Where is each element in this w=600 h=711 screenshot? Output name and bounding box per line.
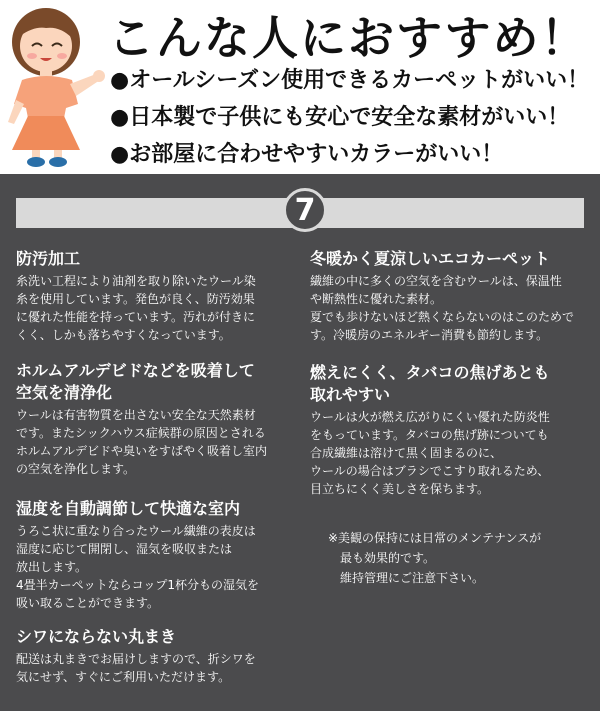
feature-title: 冬暖かく夏涼しいエコカーペット xyxy=(310,249,551,268)
recommendation-bullet: ●お部屋に合わせやすいカラーがいい！ xyxy=(110,142,504,167)
recommendation-bullet: ●オールシーズン使用できるカーペットがいい！ xyxy=(110,68,590,93)
feature-title: ホルムアルデビドなどを吸着して 空気を清浄化 xyxy=(16,361,255,402)
feature-body: うろこ状に重なり合ったウール繊維の表皮は 湿度に応じて開閉し、湿気を吸収または 放出します。 4畳半カーペットならコップ1杯分もの湿気を 吸い取ることができます。 xyxy=(16,524,260,610)
feature-body: 配送は丸まきでお届けしますので、折シワを 気にせず、すぐにご利用いただけます。 xyxy=(16,652,256,684)
section-number-badge: 7 xyxy=(283,188,327,232)
features-panel xyxy=(0,174,600,711)
feature-title: 燃えにくく、タバコの焦げあとも 取れやすい xyxy=(310,363,550,404)
feature-flame-resistant xyxy=(310,362,594,498)
page-headline: こんな人におすすめ！ xyxy=(108,11,589,65)
feature-title: 湿度を自動調節して快適な室内 xyxy=(16,499,241,518)
feature-title: シワにならない丸まき xyxy=(16,627,177,646)
feature-body: ウールは火が燃え広がりにくい優れた防炎性 をもっています。タバコの焦げ跡についても 合成繊維は溶けて黒く固まるのに、 ウールの場合はブラシでこすり取れるため、 目立ちにくく美しさを保ちます。 xyxy=(310,410,550,496)
feature-eco-carpet xyxy=(310,248,594,344)
feature-title: 防汚加工 xyxy=(16,249,81,268)
feature-no-wrinkle xyxy=(16,626,302,686)
feature-body: ウールは有害物質を出さない安全な天然素材 です。またシックハウス症候群の原因とされる ホルムアルデビドや臭いをすばやく吸着し室内 の空気を浄化します。 xyxy=(16,408,268,476)
feature-stain-resistant xyxy=(16,248,302,344)
girl-illustration xyxy=(0,0,110,174)
feature-body: 糸洗い工程により油剤を取り除いたウール染 糸を使用しています。発色が良く、防汚効果 に優れた性能を持っています。汚れが付きに くく、しかも落ちやすくなっています。 xyxy=(16,274,256,342)
maintenance-note: ※美観の保持には日常のメンテナンスが 最も効果的です。 維持管理にご注意下さい。 xyxy=(328,531,542,585)
recommendation-header xyxy=(0,0,600,174)
feature-body: 繊維の中に多くの空気を含むウールは、保温性 や断熱性に優れた素材。 夏でも歩けないほど熱くならないのはこのためで す。冷暖房のエネルギー消費も節約します。 xyxy=(310,274,575,342)
feature-air-purifying xyxy=(16,360,302,478)
feature-humidity-control xyxy=(16,498,302,612)
recommendation-bullet: ●日本製で子供にも安心で安全な素材がいい！ xyxy=(110,105,570,130)
